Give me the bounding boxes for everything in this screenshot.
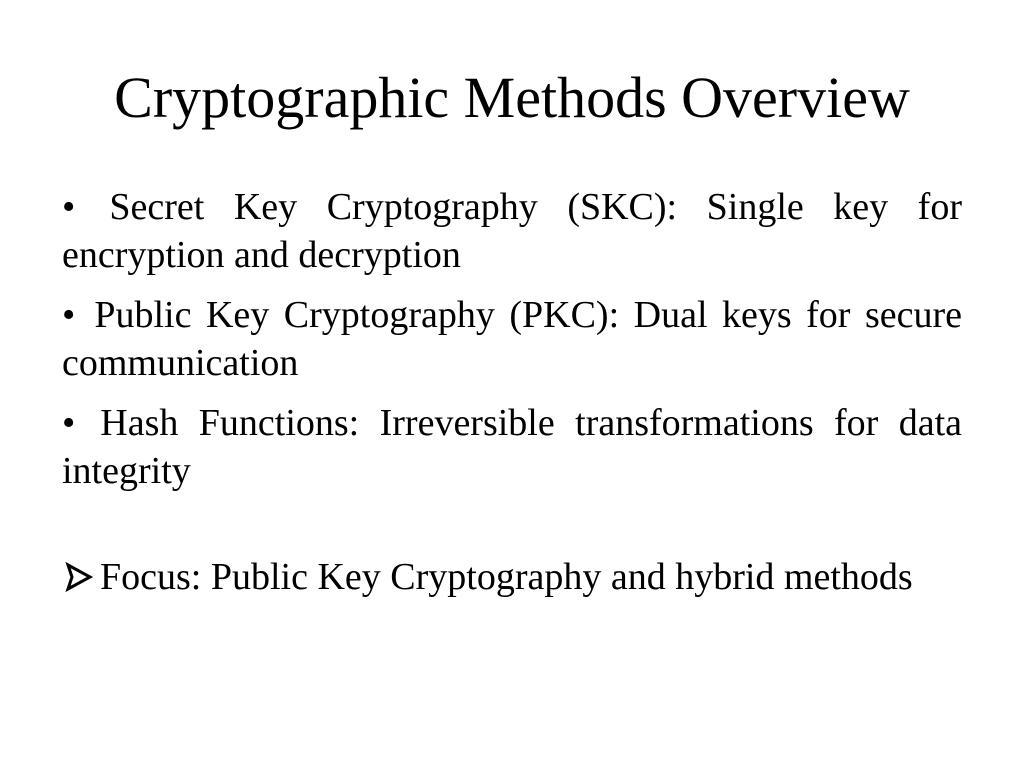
focus-item	[62, 553, 962, 601]
bullet-text: Hash Functions: Irreversible transformations for data integrity	[62, 402, 963, 492]
bullet-item-pkc	[62, 291, 962, 387]
bullet-text: Public Key Cryptography (PKC): Dual keys for secure communication	[62, 294, 962, 384]
bullet-item-skc	[62, 183, 962, 279]
slide-content	[62, 183, 962, 639]
bullet-marker: •	[62, 294, 76, 336]
slide-title: Cryptographic Methods Overview	[114, 65, 910, 130]
bullet-marker: •	[62, 402, 76, 444]
focus-text: Focus: Public Key Cryptography and hybrid methods	[100, 556, 913, 598]
bullet-marker: •	[62, 186, 76, 228]
arrow-bullet-icon	[62, 553, 98, 601]
bullet-text: Secret Key Cryptography (SKC): Single key for encryption and decryption	[62, 186, 962, 276]
bullet-item-hash	[62, 399, 962, 495]
